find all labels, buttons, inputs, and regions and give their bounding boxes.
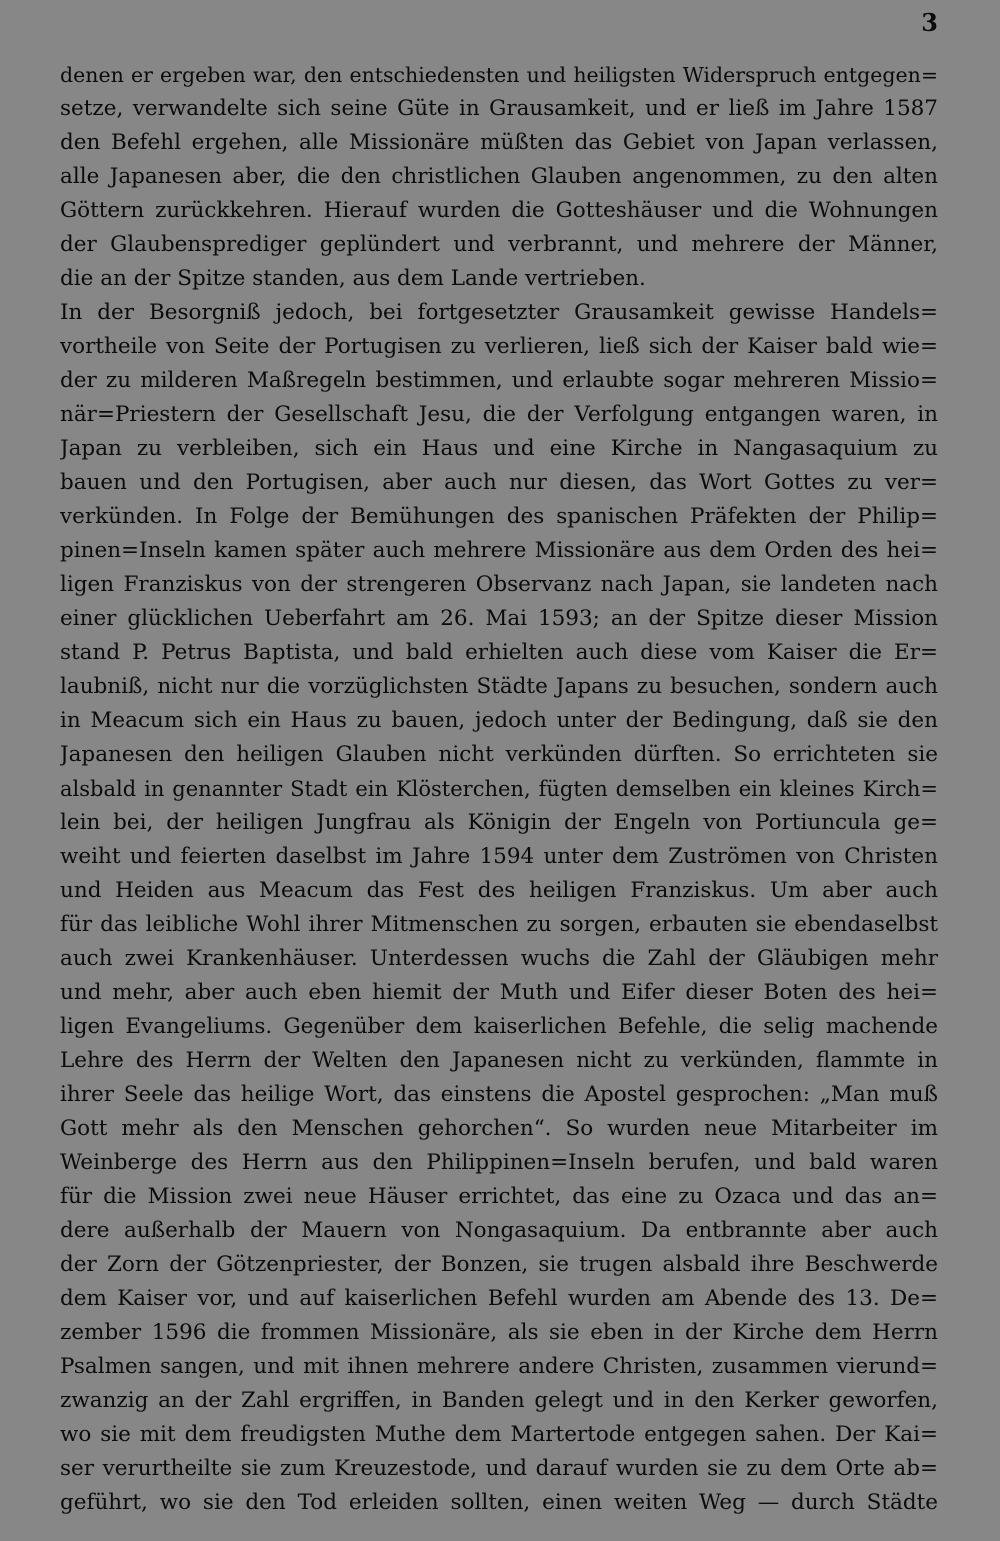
text-line: für die Mission zwei neue Häuser errichtet, das eine zu Ozaca und das an= xyxy=(60,1184,938,1209)
text-line: und mehr, aber auch eben hiemit der Muth und Eifer dieser Boten des hei= xyxy=(60,980,938,1005)
text-line: dere außerhalb der Mauern von Nongasaquium. Da entbrannte aber auch xyxy=(60,1218,938,1243)
text-line: einer glücklichen Ueberfahrt am 26. Mai 1593; an der Spitze dieser Mission xyxy=(60,606,938,631)
text-line: dem Kaiser vor, und auf kaiserlichen Befehl wurden am Abende des 13. De= xyxy=(60,1286,938,1311)
text-line: setze, verwandelte sich seine Güte in Grausamkeit, und er ließ im Jahre 1587 xyxy=(60,96,938,121)
text-line: Psalmen sangen, und mit ihnen mehrere andere Christen, zusammen vierund= xyxy=(60,1354,938,1379)
text-line: Japanesen den heiligen Glauben nicht verkünden dürften. So errichteten sie xyxy=(60,742,938,767)
text-line: stand P. Petrus Baptista, und bald erhielten auch diese vom Kaiser die Er= xyxy=(60,640,938,665)
text-line: alle Japanesen aber, die den christlichen Glauben angenommen, zu den alten xyxy=(60,164,938,189)
text-line: zwanzig an der Zahl ergriffen, in Banden gelegt und in den Kerker geworfen, xyxy=(60,1388,938,1413)
text-line: der zu milderen Maßregeln bestimmen, und erlaubte sogar mehreren Missio= xyxy=(60,368,938,393)
text-line: alsbald in genannter Stadt ein Klösterchen, fügten demselben ein kleines Kirch= xyxy=(60,777,938,801)
text-line: bauen und den Portugisen, aber auch nur diesen, das Wort Gottes zu ver= xyxy=(60,470,938,495)
text-line: ligen Evangeliums. Gegenüber dem kaiserlichen Befehle, die selig machende xyxy=(60,1014,938,1039)
text-line: Lehre des Herrn der Welten den Japanesen nicht zu verkünden, flammte in xyxy=(60,1048,938,1073)
text-line: der Glaubensprediger geplündert und verbrannt, und mehrere der Männer, xyxy=(60,232,938,257)
text-line: Göttern zurückkehren. Hierauf wurden die Gotteshäuser und die Wohnungen xyxy=(60,198,938,223)
text-line: Gott mehr als den Menschen gehorchen“. So wurden neue Mitarbeiter im xyxy=(60,1116,938,1141)
text-line: der Zorn der Götzenpriester, der Bonzen, sie trugen alsbald ihre Beschwerde xyxy=(60,1252,938,1277)
text-line: und Heiden aus Meacum das Fest des heiligen Franziskus. Um aber auch xyxy=(60,878,938,903)
text-line: den Befehl ergehen, alle Missionäre müßten das Gebiet von Japan verlassen, xyxy=(60,130,938,155)
text-line: wo sie mit dem freudigsten Muthe dem Martertode entgegen sahen. Der Kai= xyxy=(60,1422,938,1447)
text-line: für das leibliche Wohl ihrer Mitmenschen zu sorgen, erbauten sie ebendaselbst xyxy=(60,912,938,937)
text-line: ligen Franziskus von der strengeren Observanz nach Japan, sie landeten nach xyxy=(60,572,938,597)
page-number: 3 xyxy=(921,8,938,37)
text-line: auch zwei Krankenhäuser. Unterdessen wuchs die Zahl der Gläubigen mehr xyxy=(60,946,938,971)
text-line: Weinberge des Herrn aus den Philippinen=Inseln berufen, und bald waren xyxy=(60,1150,938,1175)
text-line: ser verurtheilte sie zum Kreuzestode, und darauf wurden sie zu dem Orte ab= xyxy=(60,1456,938,1481)
text-line: zember 1596 die frommen Missionäre, als sie eben in der Kirche dem Herrn xyxy=(60,1320,938,1345)
text-line: in Meacum sich ein Haus zu bauen, jedoch unter der Bedingung, daß sie den xyxy=(60,708,938,733)
text-line: weiht und feierten daselbst im Jahre 1594 unter dem Zuströmen von Christen xyxy=(60,844,938,869)
text-line: geführt, wo sie den Tod erleiden sollten, einen weiten Weg — durch Städte xyxy=(60,1490,938,1515)
text-line: pinen=Inseln kamen später auch mehrere Missionäre aus dem Orden des hei= xyxy=(60,538,938,563)
text-line: denen er ergeben war, den entschiedensten und heiligsten Widerspruch entgegen= xyxy=(60,63,938,87)
text-line: lein bei, der heiligen Jungfrau als Königin der Engeln von Portiuncula ge= xyxy=(60,810,938,835)
body-text xyxy=(60,58,938,1520)
text-line: vortheile von Seite der Portugisen zu verlieren, ließ sich der Kaiser bald wie= xyxy=(60,334,938,359)
text-line: laubniß, nicht nur die vorzüglichsten Städte Japans zu besuchen, sondern auch xyxy=(60,674,938,699)
text-line: Japan zu verbleiben, sich ein Haus und eine Kirche in Nangasaquium zu xyxy=(60,436,938,461)
text-line: die an der Spitze standen, aus dem Lande vertrieben. xyxy=(60,266,646,291)
text-line: när=Priestern der Gesellschaft Jesu, die der Verfolgung entgangen waren, in xyxy=(60,402,938,427)
text-line: In der Besorgniß jedoch, bei fortgesetzter Grausamkeit gewisse Handels= xyxy=(60,300,938,325)
text-line: ihrer Seele das heilige Wort, das einstens die Apostel gesprochen: „Man muß xyxy=(60,1082,938,1107)
text-line: verkünden. In Folge der Bemühungen des spanischen Präfekten der Philip= xyxy=(60,504,938,529)
